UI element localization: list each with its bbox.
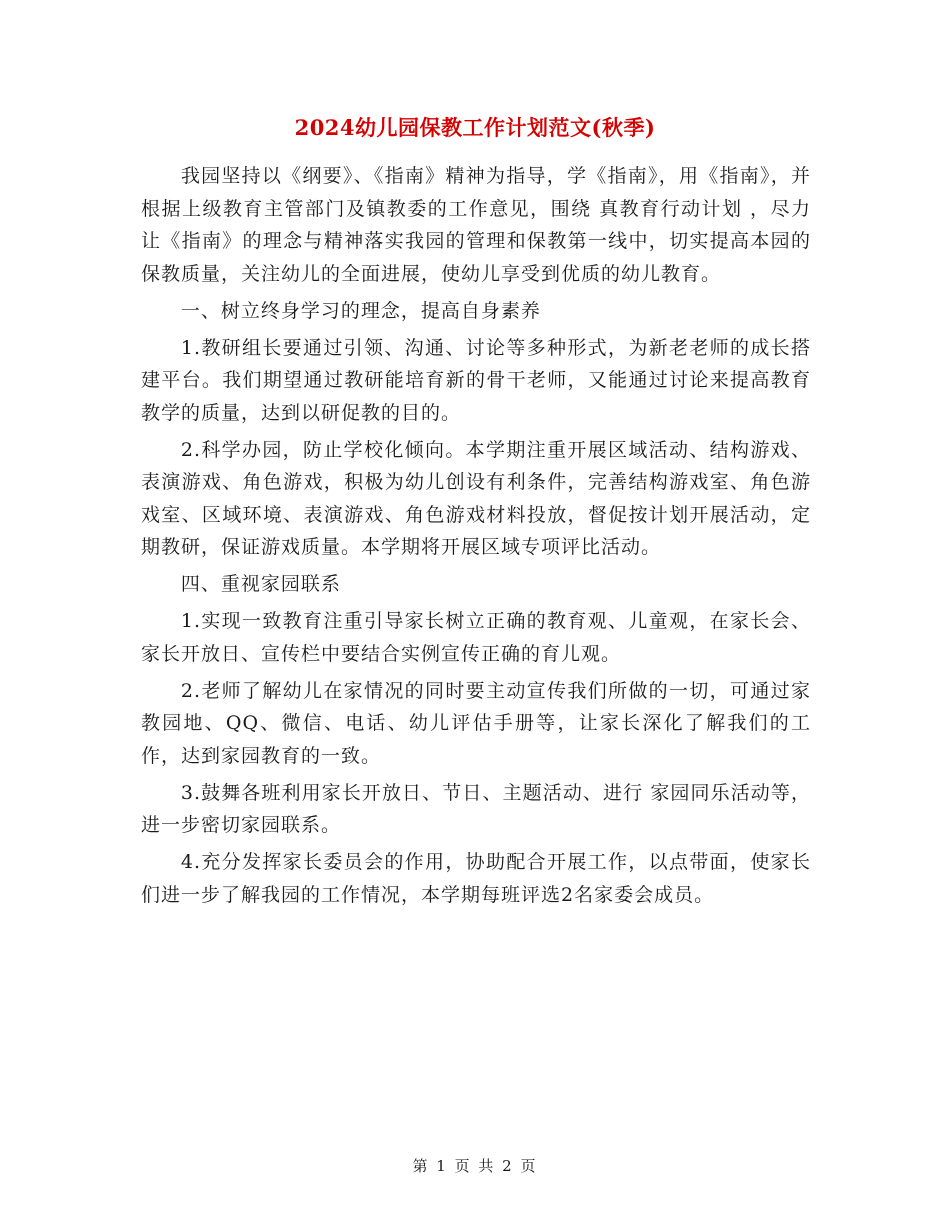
section-heading-lifelong-learning: 一、树立终身学习的理念，提高自身素养 (180, 299, 541, 322)
paragraph-item-4-parent-committee: 4.充分发挥家长委员会的作用，协助配合开展工作，以点带面，使家长们进一步了解我园的工作情况，本学期每班评选2名家委会成员。 (141, 851, 811, 906)
document-title: 2024幼儿园保教工作计划范文(秋季) (294, 115, 656, 140)
paragraph-item-2-teacher-communication: 2.老师了解幼儿在家情况的同时要主动宣传我们所做的一切，可通过家教园地、QQ、微信、电话、幼儿评估手册等，让家长深化了解我们的工作，达到家园教育的一致。 (141, 679, 811, 767)
section-heading-home-school: 四、重视家园联系 (180, 573, 341, 595)
paragraph-item-1-research: 1.教研组长要通过引领、沟通、讨论等多种形式，为新老老师的成长搭建平台。我们期望通过教研能培育新的骨干老师，又能通过讨论来提高教育教学的质量，达到以研促教的目的。 (141, 336, 811, 424)
intro-paragraph: 我园坚持以《纲要》、《指南》精神为指导，学《指南》，用《指南》，并根据上级教育主管部门及镇教委的工作意见，围绕 真教育行动计划 ，尽力让《指南》的理念与精神落实我园的管理和保教第一线中，切实提高本园的保教质量，关注幼儿的全面进展，使幼儿享受到优质的幼儿教育。 (141, 165, 811, 285)
paragraph-item-2-scientific: 2.科学办园，防止学校化倾向。本学期注重开展区域活动、结构游戏、表演游戏、角色游戏，积极为幼儿创设有利条件，完善结构游戏室、角色游戏室、区域环境、表演游戏、角色游戏材料投放，督促按计划开展活动，定期教研，保证游戏质量。本学期将开展区域专项评比活动。 (141, 438, 811, 558)
paragraph-item-1-consistent-education: 1.实现一致教育注重引导家长树立正确的教育观、儿童观，在家长会、家长开放日、宣传栏中要结合实例宣传正确的育儿观。 (141, 610, 811, 665)
page-footer: 第 1 页 共 2 页 (412, 1157, 538, 1175)
document-body (141, 160, 811, 916)
paragraph-item-3-activities: 3.鼓舞各班利用家长开放日、节日、主题活动、进行 家园同乐活动等，进一步密切家园联系。 (141, 781, 811, 836)
